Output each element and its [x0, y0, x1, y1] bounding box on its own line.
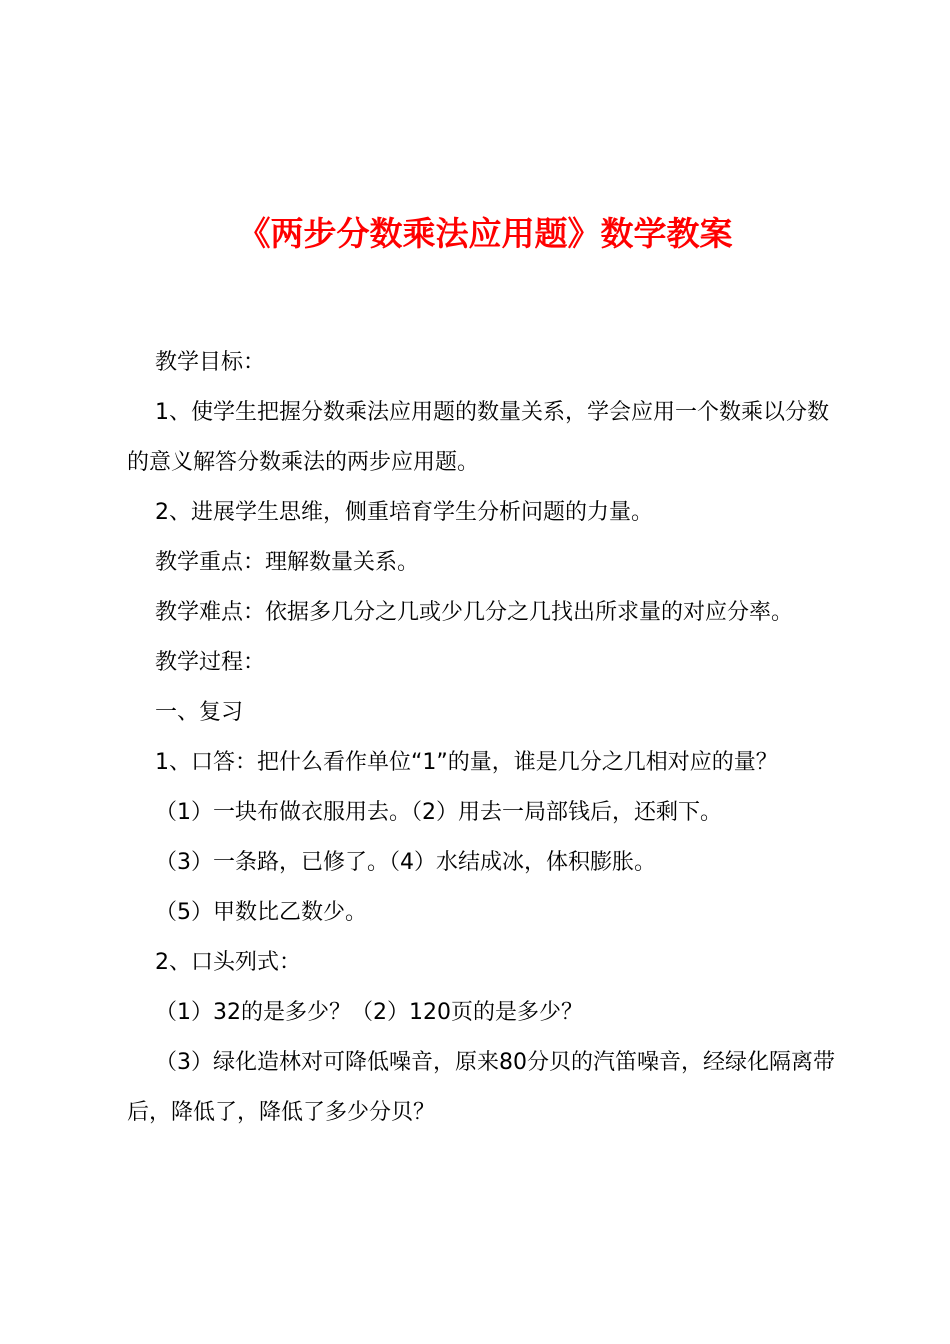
- paragraph-process-heading: 教学过程：: [155, 650, 266, 675]
- paragraph-item-5: （5）甲数比乙数少。: [155, 900, 367, 925]
- paragraph-oral-answer: 1、口答：把什么看作单位“1”的量，谁是几分之几相对应的量？: [155, 750, 778, 775]
- paragraph-difficulty: 教学难点：依据多几分之几或少几分之几找出所求量的对应分率。: [155, 600, 794, 625]
- paragraph-items-1-2: （1）一块布做衣服用去。（2）用去一局部钱后，还剩下。: [155, 800, 722, 825]
- paragraph-goal-1: 1、使学生把握分数乘法应用题的数量关系，学会应用一个数乘以分数的意义解答分数乘法的两步应用题。: [127, 400, 829, 475]
- document-body: [127, 338, 835, 1138]
- paragraph-formula-1-2: （1）32的是多少？（2）120页的是多少？: [155, 1000, 583, 1025]
- paragraph-teaching-goals-heading: 教学目标：: [155, 350, 266, 375]
- paragraph-review-heading: 一、复习: [155, 700, 244, 725]
- paragraph-oral-formula-heading: 2、口头列式：: [155, 950, 301, 975]
- document-title: 《两步分数乘法应用题》数学教案: [237, 214, 733, 253]
- paragraph-formula-3: （3）绿化造林对可降低噪音，原来80分贝的汽笛噪音，经绿化隔离带后，降低了，降低了多少分贝？: [127, 1050, 835, 1125]
- paragraph-key-point: 教学重点：理解数量关系。: [155, 550, 420, 575]
- paragraph-items-3-4: （3）一条路，已修了。（4）水结成冰，体积膨胀。: [155, 850, 656, 875]
- paragraph-goal-2: 2、进展学生思维，侧重培育学生分析问题的力量。: [155, 500, 653, 525]
